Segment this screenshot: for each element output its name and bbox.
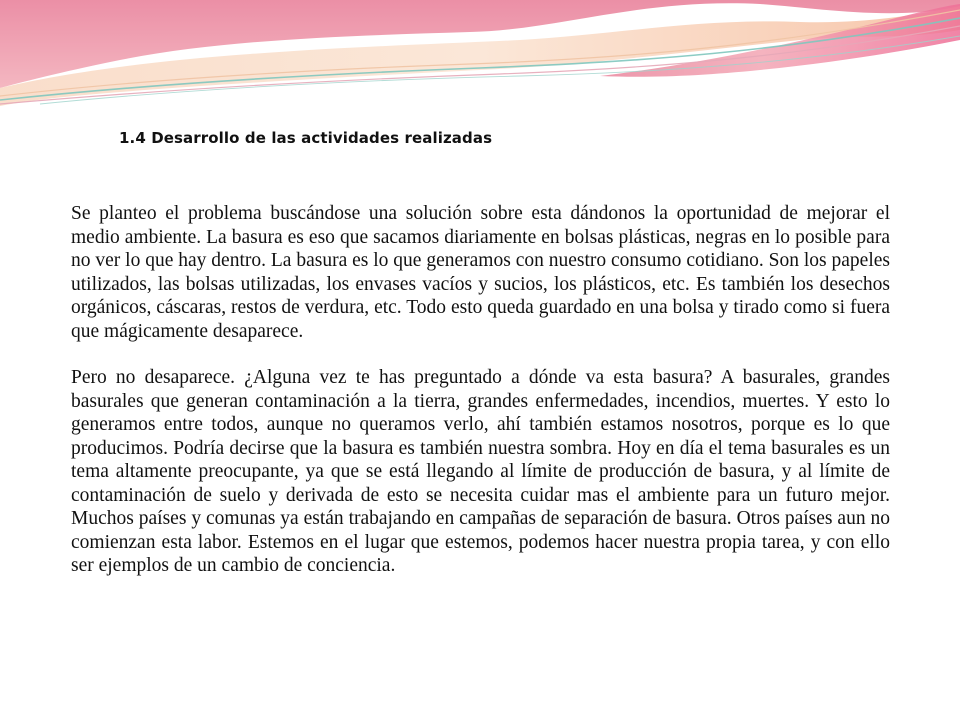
paragraph-2: Pero no desaparece. ¿Alguna vez te has preguntado a dónde va esta basura? A basurales, grandes basurales que generan contaminación a la tierra, grandes enfermedades, incendios, muertes. Y esto lo generamos entre todos, aunque no queramos verlo, ahí también estamos nosotros, porque es lo que producimos. Podría decirse que la basura es también nuestra sombra. Hoy en día el tema basurales es un tema altamente preocupante, ya que se está llegando al límite de producción de basura, y al límite de contaminación de suelo y derivada de esto se necesita cuidar mas el ambiente para un futuro mejor. Muchos países y comunas ya están trabajando en campañas de separación de basura. Otros países aun no comienzan esta labor. Estemos en el lugar que estemos, podemos hacer nuestra propia tarea, y con ello ser ejemplos de un cambio de conciencia. [71, 367, 890, 576]
page-title: 1.4 Desarrollo de las actividades realizadas [119, 129, 493, 147]
body-text [71, 202, 890, 601]
paragraph-1: Se planteo el problema buscándose una solución sobre esta dándonos la oportunidad de mejorar el medio ambiente. La basura es eso que sacamos diariamente en bolsas plásticas, negras en lo posible para no ver lo que hay dentro. La basura es lo que generamos con nuestro consumo cotidiano. Son los papeles utilizados, las bolsas utilizadas, los envases vacíos y sucios, los plásticos, etc. Es también los desechos orgánicos, cáscaras, restos de verdura, etc. Todo esto queda guardado en una bolsa y tirado como si fuera que mágicamente desaparece. [71, 203, 890, 342]
header-wave-decoration [0, 0, 960, 120]
